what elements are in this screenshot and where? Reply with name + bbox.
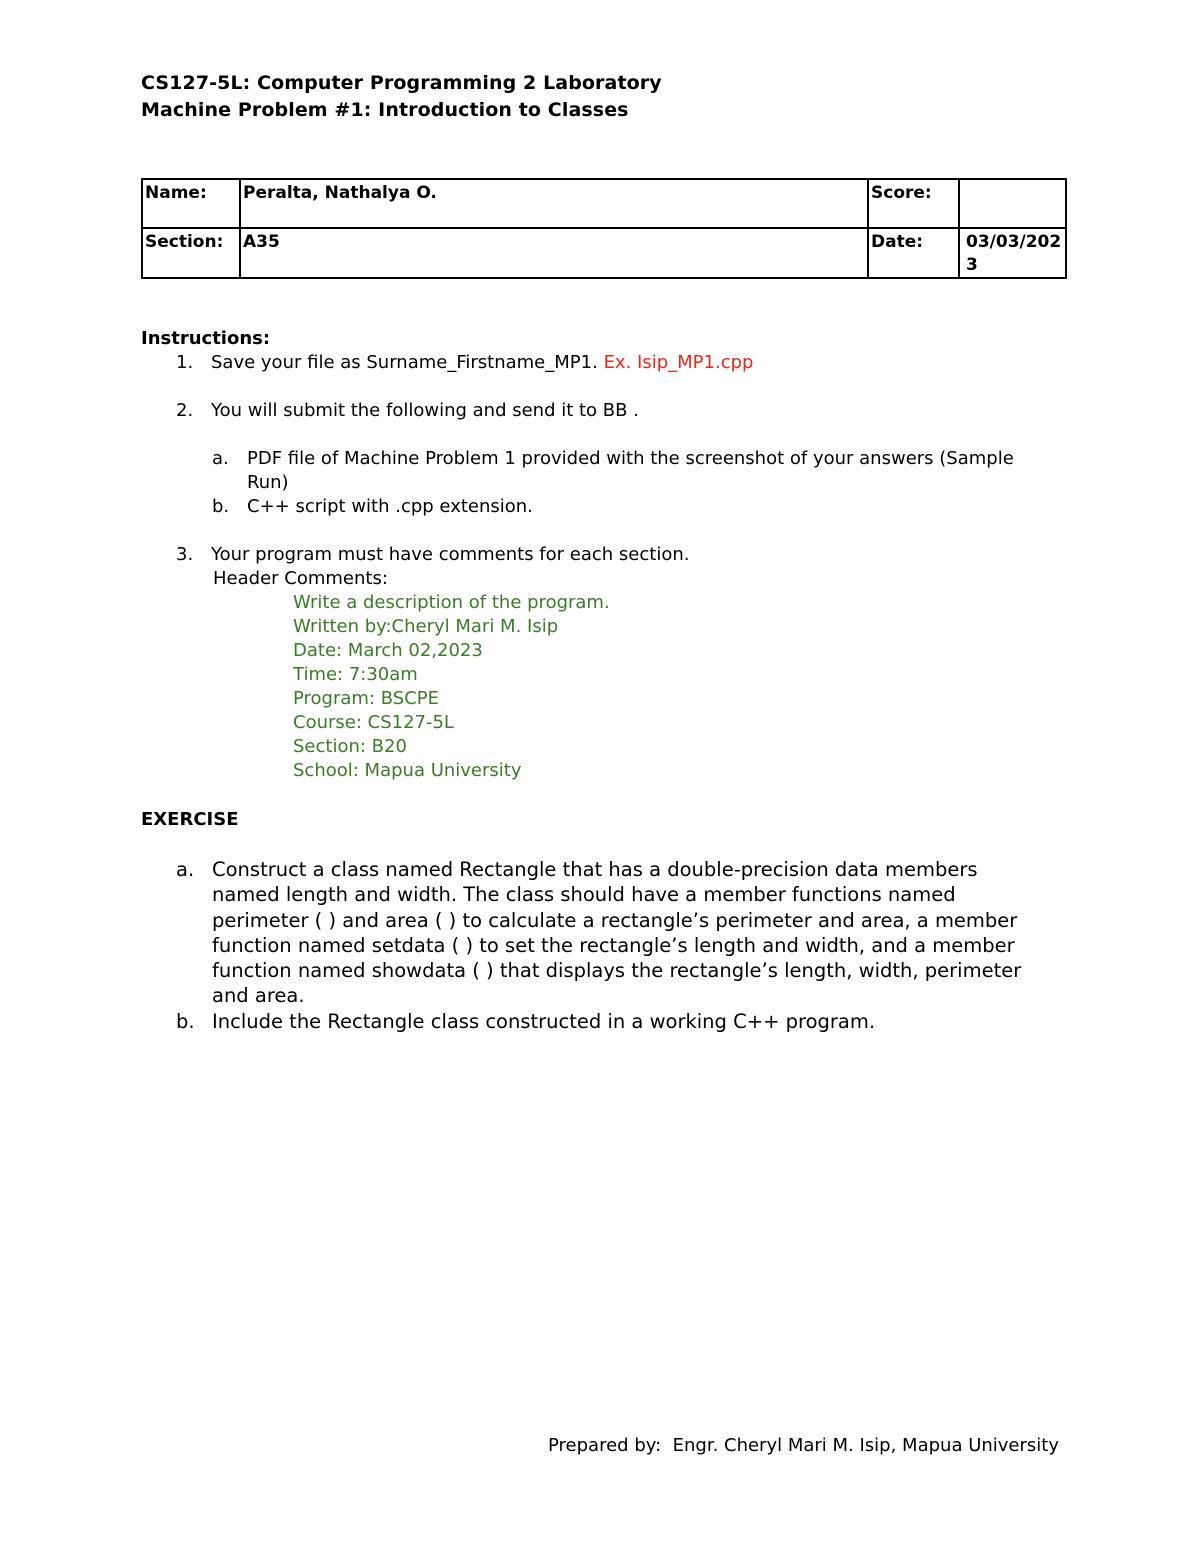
score-value <box>959 179 1066 228</box>
info-row-section <box>142 228 1066 278</box>
score-label: Score: <box>868 179 959 228</box>
instruction-1-number: 1. <box>176 352 194 373</box>
instruction-1-example: Ex. Isip_MP1.cpp <box>603 352 754 373</box>
section-label: Section: <box>142 228 240 278</box>
student-info-table <box>141 178 1067 279</box>
instruction-2a-letter: a. <box>212 448 229 469</box>
exercise-b-letter: b. <box>176 1010 195 1033</box>
exercise-a-line: perimeter ( ) and area ( ) to calculate a rectangle’s perimeter and area, a member <box>212 908 1018 932</box>
date-label: Date: <box>868 228 959 278</box>
instruction-2a-line1: PDF file of Machine Problem 1 provided with the screenshot of your answers (Sample <box>247 448 1014 469</box>
info-row-name <box>142 179 1066 228</box>
instruction-3-number: 3. <box>176 544 194 565</box>
instruction-2b-text: C++ script with .cpp extension. <box>247 496 533 517</box>
exercise-a-line: and area. <box>212 984 305 1008</box>
comment-line: School: Mapua University <box>293 760 522 781</box>
section-value: A35 <box>240 228 868 278</box>
comment-line: Time: 7:30am <box>293 664 418 685</box>
date-value-line1: 03/03/202 <box>966 232 1062 252</box>
comment-line: Written by:Cheryl Mari M. Isip <box>293 616 559 637</box>
comment-line: Section: B20 <box>293 736 407 757</box>
exercise-a-line: function named setdata ( ) to set the rectangle’s length and width, and a member <box>212 933 1015 957</box>
exercise-a <box>212 857 1021 1009</box>
instruction-2a-line2: Run) <box>247 472 289 493</box>
exercise-a-line: named length and width. The class should have a member functions named <box>212 883 956 907</box>
instruction-2a <box>247 447 1014 495</box>
exercise-heading: EXERCISE <box>141 809 239 830</box>
instruction-2-text: You will submit the following and send it to BB . <box>211 400 639 421</box>
exercise-a-letter: a. <box>176 858 195 881</box>
instruction-2-number: 2. <box>176 400 194 421</box>
problem-title: Machine Problem #1: Introduction to Classes <box>141 99 629 121</box>
instruction-1-text: Save your file as Surname_Firstname_MP1. <box>211 352 598 373</box>
exercise-a-line: function named showdata ( ) that displays the rectangle’s length, width, perimeter <box>212 959 1022 983</box>
course-title: CS127-5L: Computer Programming 2 Laboratory <box>141 72 662 94</box>
exercise-a-line: Construct a class named Rectangle that has a double-precision data members <box>212 858 978 881</box>
comment-line: Course: CS127-5L <box>293 712 454 733</box>
header-comments-label: Header Comments: <box>213 568 388 589</box>
header-comment-list <box>293 591 610 783</box>
comment-line: Write a description of the program. <box>293 592 610 613</box>
comment-line: Date: March 02,2023 <box>293 640 483 661</box>
footer-prepared-by <box>548 1435 1059 1456</box>
date-value-line2: 3 <box>966 255 978 275</box>
instructions-heading: Instructions: <box>141 328 271 349</box>
name-value: Peralta, Nathalya O. <box>240 179 868 228</box>
prepared-by-label: Prepared by: <box>548 1435 662 1456</box>
instruction-1 <box>211 351 753 375</box>
exercise-b-text: Include the Rectangle class constructed in a working C++ program. <box>212 1010 876 1033</box>
name-label: Name: <box>142 179 240 228</box>
instruction-3-text: Your program must have comments for each section. <box>211 544 690 565</box>
comment-line: Program: BSCPE <box>293 688 439 709</box>
prepared-by-value: Engr. Cheryl Mari M. Isip, Mapua University <box>672 1435 1059 1456</box>
date-value <box>959 228 1066 278</box>
instruction-2b-letter: b. <box>212 496 230 517</box>
